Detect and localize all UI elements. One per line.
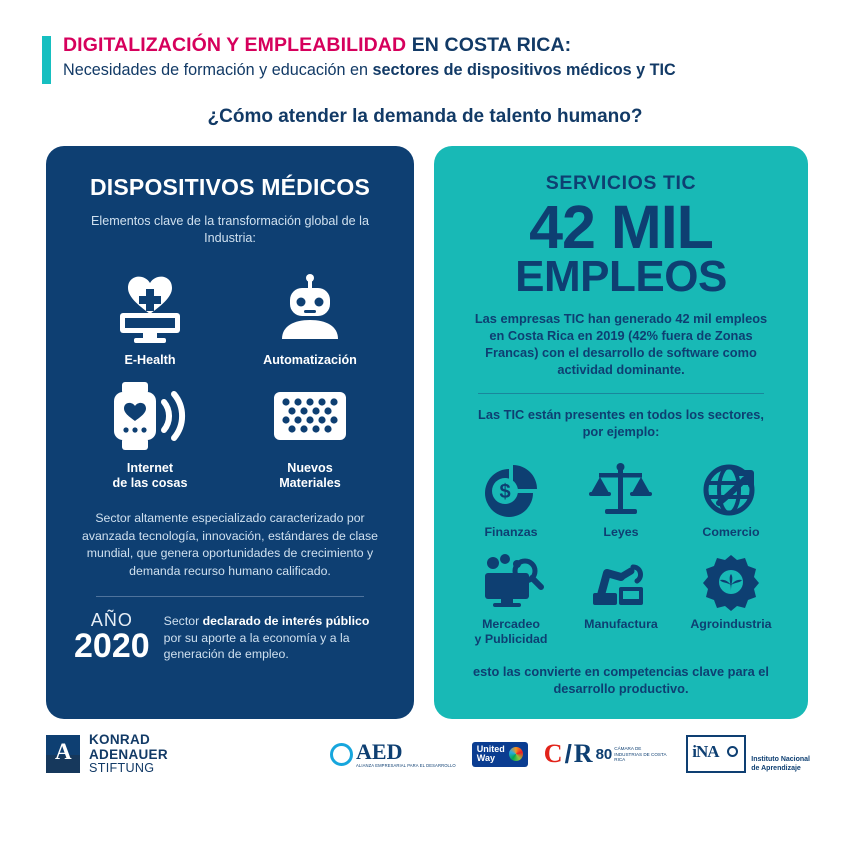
aed-tagline: ALIANZA EMPRESARIAL PARA EL DESARROLLO: [356, 762, 456, 768]
header-subtitle-plain: Necesidades de formación y educación en: [63, 60, 373, 79]
header-title-rest: EN COSTA RICA:: [406, 34, 572, 56]
united-way-rainbow-icon: [509, 747, 523, 761]
panels-container: [0, 128, 850, 719]
kas-mark-icon: [46, 735, 80, 773]
tic-label-mercadeo: Mercadeo y Publicidad: [474, 617, 548, 646]
year-word: AÑO: [90, 610, 133, 631]
kas-line2: ADENAUER: [89, 746, 168, 762]
header-accent-bar: [42, 36, 51, 84]
big-number: [456, 193, 786, 302]
commerce-globe-icon: [677, 457, 785, 519]
svg-text:$: $: [499, 480, 511, 503]
kas-monogram: A: [55, 739, 72, 765]
header-subtitle-bold: sectores de dispositivos médicos y TIC: [372, 60, 676, 79]
agroindustry-gear-icon: [677, 549, 785, 611]
left-icon-label-robot: Automatización: [263, 353, 357, 367]
year-box: [74, 611, 150, 665]
year-number: 2020: [74, 627, 150, 666]
year-desc-pre: Sector: [163, 613, 203, 628]
left-divider: [96, 596, 364, 597]
partner-logos: [330, 735, 810, 773]
cicr-subtitle: CÁMARA DE INDUSTRIAS DE COSTA RICA: [614, 746, 667, 763]
header-text: [63, 34, 676, 81]
left-year-block: [70, 611, 390, 665]
left-icon-cell-ehealth: [70, 263, 230, 371]
tic-label-finanzas: Finanzas: [484, 524, 538, 539]
logo-konrad-adenauer-stiftung: [46, 733, 168, 776]
left-icon-cell-robot: [230, 263, 390, 371]
section-question: ¿Cómo atender la demanda de talento humano?: [207, 106, 643, 127]
uw-line1: United: [476, 744, 505, 755]
header-title-highlight: DIGITALIZACIÓN Y EMPLEABILIDAD: [63, 34, 407, 56]
ina-wordmark: iNA: [692, 742, 719, 762]
tic-cell-finanzas: [456, 451, 566, 544]
cicr-slash: /: [564, 739, 572, 770]
smartwatch-icon: [72, 377, 228, 455]
cicr-years: 80: [595, 745, 613, 763]
scales-icon: [567, 457, 675, 519]
big-number-line1: 42 MIL: [529, 193, 713, 261]
header-title: [63, 34, 676, 58]
left-panel-subtitle: Elementos clave de la transformación global de la Industria:: [91, 214, 369, 245]
logo-ina: [686, 735, 810, 773]
aed-wordmark: AED: [356, 738, 403, 764]
right-panel-title: SERVICIOS TIC: [545, 172, 697, 194]
left-panel-title: DISPOSITIVOS MÉDICOS: [89, 174, 371, 200]
ina-line1: Instituto Nacional: [751, 755, 810, 763]
kas-line1: KONRAD: [89, 732, 151, 748]
e-health-icon: [72, 269, 228, 347]
panel-dispositivos-medicos: [46, 146, 414, 719]
footer-logos: [0, 719, 850, 776]
big-number-line2: EMPLEOS: [515, 252, 727, 302]
left-icon-cell-iot: [70, 371, 230, 494]
left-icon-grid: [70, 263, 390, 494]
tic-cell-comercio: [676, 451, 786, 544]
year-description: [164, 613, 386, 663]
tic-label-comercio: Comercio: [702, 524, 760, 539]
tic-sector-grid: [456, 451, 786, 651]
tic-cell-manufactura: [566, 543, 676, 650]
left-panel-paragraph: Sector altamente especializado caracterizado por avanzada tecnología, innovación, estándares de clase mundial, que genera oportunidades de crecimiento y demanda recurso humano calificado.: [81, 511, 378, 578]
kas-wordmark: [89, 733, 168, 776]
tic-label-leyes: Leyes: [603, 524, 639, 539]
right-panel-subtitle: Las TIC están presentes en todos los sectores, por ejemplo:: [478, 407, 764, 440]
left-icon-label-materiales: Nuevos Materiales: [279, 460, 341, 491]
marketing-icon: [457, 549, 565, 611]
tic-cell-mercadeo: [456, 543, 566, 650]
panel-servicios-tic: [434, 146, 808, 719]
ina-line2: de Aprendizaje: [751, 764, 801, 772]
robot-icon: [232, 269, 388, 347]
header: [0, 0, 850, 84]
tic-cell-agroindustria: [676, 543, 786, 650]
tic-label-manufactura: Manufactura: [584, 617, 658, 632]
uw-line2: Way: [476, 753, 495, 764]
right-panel-paragraph: Las empresas TIC han generado 42 mil empleos en Costa Rica en 2019 (42% fuera de Zonas Francas) con el desarrollo de software como actividad dominante.: [474, 310, 768, 378]
ina-mark-icon: [686, 735, 746, 773]
manufacturing-robot-icon: [567, 549, 675, 611]
ina-dot-icon: [727, 746, 738, 757]
left-icon-label-ehealth: E-Health: [124, 353, 176, 367]
tic-cell-leyes: [566, 451, 676, 544]
year-desc-post: por su aporte a la economía y a la generación de empleo.: [163, 630, 350, 662]
cicr-c: C: [543, 739, 563, 769]
ina-caption: [751, 756, 810, 774]
logo-cicr: [543, 739, 670, 770]
materials-icon: [232, 377, 388, 455]
logo-aed: [330, 738, 456, 768]
logo-united-way: [472, 742, 528, 767]
kas-line3: STIFTUNG: [89, 761, 155, 776]
aed-ring-icon: [330, 743, 353, 766]
right-divider: [478, 393, 764, 395]
header-subtitle: [63, 61, 676, 81]
year-desc-bold: declarado de interés público: [202, 613, 370, 628]
tic-label-agroindustria: Agroindustria: [690, 617, 772, 632]
left-icon-label-iot: Internet de las cosas: [112, 460, 188, 491]
left-icon-cell-materiales: [230, 371, 390, 494]
right-panel-footer: esto las convierte en competencias clave para el desarrollo productivo.: [473, 663, 769, 696]
finance-icon: [457, 457, 565, 519]
cicr-r: R: [573, 739, 593, 769]
